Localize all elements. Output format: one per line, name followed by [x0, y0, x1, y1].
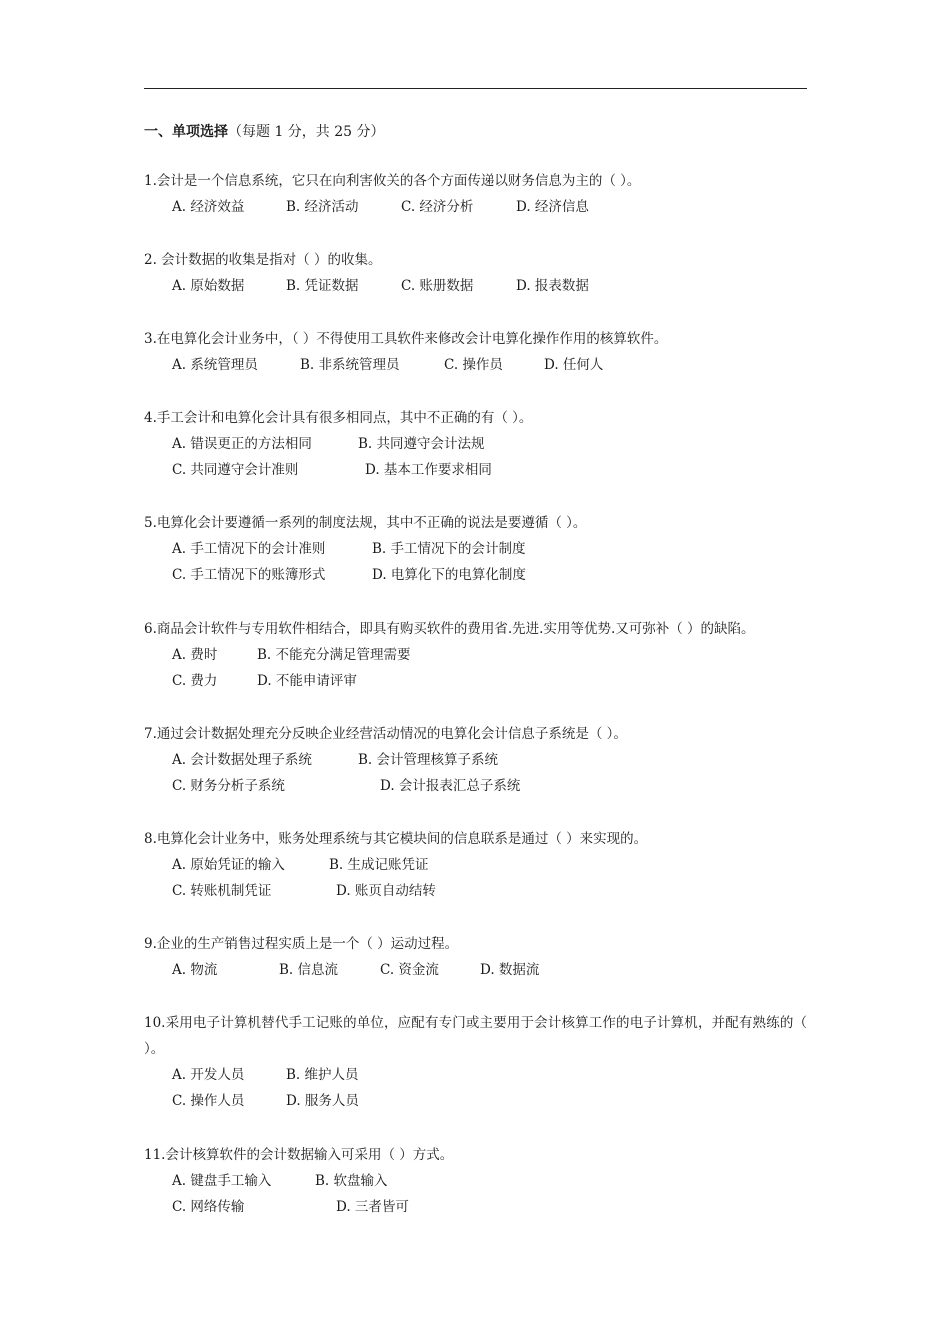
option-row — [144, 773, 807, 799]
option-row — [144, 273, 807, 299]
option-c: C. 手工情况下的账簿形式 — [172, 567, 326, 583]
option-b: B. 经济活动 — [286, 199, 359, 215]
question-1 — [144, 168, 807, 220]
option-c: C. 经济分析 — [401, 199, 474, 215]
option-a: A. 费时 — [172, 647, 218, 663]
option-row — [144, 852, 807, 878]
option-row — [144, 668, 807, 694]
option-c: C. 资金流 — [380, 962, 439, 978]
option-row — [144, 642, 807, 668]
option-b: B. 信息流 — [279, 962, 339, 978]
option-a: A. 系统管理员 — [172, 357, 258, 373]
option-b: B. 凭证数据 — [286, 278, 359, 294]
option-a: A. 原始凭证的输入 — [172, 857, 285, 873]
section-scoring-note: （每题 1 分，共 25 分） — [228, 124, 385, 140]
option-c: C. 财务分析子系统 — [172, 778, 285, 794]
option-d: D. 三者皆可 — [336, 1199, 409, 1215]
option-d: D. 任何人 — [544, 357, 604, 373]
question-stem: 8.电算化会计业务中，账务处理系统与其它模块间的信息联系是通过（ ）来实现的。 — [144, 831, 648, 847]
option-d: D. 报表数据 — [516, 278, 589, 294]
option-d: D. 经济信息 — [516, 199, 589, 215]
option-row — [144, 1062, 807, 1088]
option-row — [144, 878, 807, 904]
question-2 — [144, 247, 807, 299]
option-b: B. 共同遵守会计法规 — [358, 436, 485, 452]
option-a: A. 键盘手工输入 — [172, 1173, 272, 1189]
option-c: C. 操作人员 — [172, 1093, 245, 1109]
question-stem: 7.通过会计数据处理充分反映企业经营活动情况的电算化会计信息子系统是（ ）。 — [144, 726, 627, 742]
option-row — [144, 536, 807, 562]
question-8 — [144, 826, 807, 904]
option-a: A. 经济效益 — [172, 199, 245, 215]
option-b: B. 会计管理核算子系统 — [358, 752, 499, 768]
option-d: D. 数据流 — [480, 962, 540, 978]
option-a: A. 手工情况下的会计准则 — [172, 541, 326, 557]
option-b: B. 非系统管理员 — [300, 357, 400, 373]
option-b: B. 不能充分满足管理需要 — [257, 647, 411, 663]
question-stem: 3.在电算化会计业务中，（ ）不得使用工具软件来修改会计电算化操作作用的核算软件。 — [144, 331, 668, 347]
section-title: 一、单项选择 — [144, 124, 228, 140]
question-stem: 5.电算化会计要遵循一系列的制度法规，其中不正确的说法是要遵循（ ）。 — [144, 515, 587, 531]
question-stem: 1.会计是一个信息系统，它只在向利害攸关的各个方面传递以财务信息为主的（ ）。 — [144, 173, 641, 189]
option-c: C. 网络传输 — [172, 1199, 245, 1215]
option-c: C. 账册数据 — [401, 278, 474, 294]
option-b: B. 手工情况下的会计制度 — [372, 541, 526, 557]
option-row — [144, 431, 807, 457]
option-c: C. 转账机制凭证 — [172, 883, 272, 899]
question-10 — [144, 1010, 807, 1114]
option-a: A. 会计数据处理子系统 — [172, 752, 312, 768]
option-a: A. 原始数据 — [172, 278, 245, 294]
option-d: D. 账页自动结转 — [336, 883, 436, 899]
option-c: C. 共同遵守会计准则 — [172, 462, 299, 478]
question-11 — [144, 1142, 807, 1220]
option-a: A. 开发人员 — [172, 1067, 245, 1083]
question-5 — [144, 510, 807, 588]
option-d: D. 服务人员 — [286, 1093, 359, 1109]
option-row — [144, 194, 807, 220]
question-stem: 10.采用电子计算机替代手工记账的单位，应配有专门或主要用于会计核算工作的电子计算机，并配有熟练的（ ）。 — [144, 1015, 807, 1057]
question-6 — [144, 616, 807, 694]
option-b: B. 维护人员 — [286, 1067, 359, 1083]
option-a: A. 错误更正的方法相同 — [172, 436, 312, 452]
question-stem: 11.会计核算软件的会计数据输入可采用（ ）方式。 — [144, 1147, 454, 1163]
option-row — [144, 1168, 807, 1194]
question-stem: 9.企业的生产销售过程实质上是一个（ ）运动过程。 — [144, 936, 459, 952]
option-a: A. 物流 — [172, 962, 218, 978]
option-row — [144, 457, 807, 483]
question-stem: 6.商品会计软件与专用软件相结合，即具有购买软件的费用省.先进.实用等优势.又可弥补（ ）的缺陷。 — [144, 621, 755, 637]
option-d: D. 基本工作要求相同 — [365, 462, 492, 478]
option-row — [144, 562, 807, 588]
section-heading — [144, 122, 385, 142]
question-stem: 4.手工会计和电算化会计具有很多相同点，其中不正确的有（ ）。 — [144, 410, 533, 426]
question-9 — [144, 931, 807, 983]
option-row — [144, 352, 807, 378]
option-b: B. 生成记账凭证 — [329, 857, 429, 873]
option-row — [144, 957, 807, 983]
option-d: D. 会计报表汇总子系统 — [380, 778, 521, 794]
question-7 — [144, 721, 807, 799]
question-3 — [144, 326, 807, 378]
option-row — [144, 747, 807, 773]
option-c: C. 操作员 — [444, 357, 503, 373]
option-b: B. 软盘输入 — [315, 1173, 388, 1189]
option-d: D. 电算化下的电算化制度 — [372, 567, 526, 583]
option-row — [144, 1194, 807, 1220]
header-rule — [144, 88, 807, 89]
option-c: C. 费力 — [172, 673, 218, 689]
question-stem: 2. 会计数据的收集是指对（ ）的收集。 — [144, 252, 382, 268]
option-d: D. 不能申请评审 — [257, 673, 357, 689]
option-row — [144, 1088, 807, 1114]
question-4 — [144, 405, 807, 483]
